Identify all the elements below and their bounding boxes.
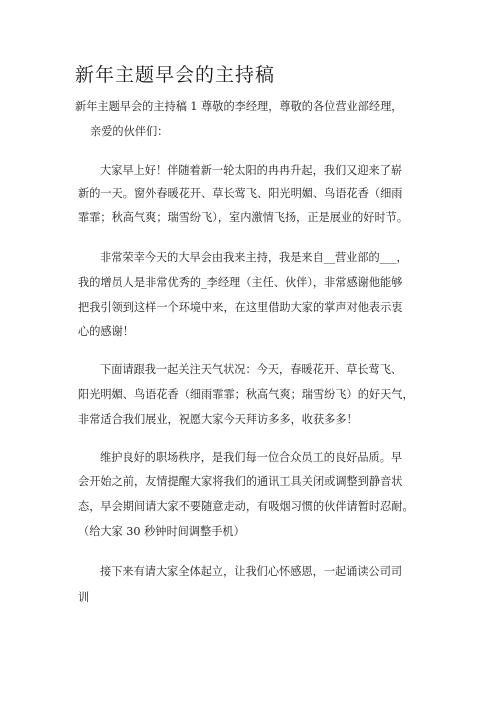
paragraph-line: 维护良好的职场秩序，是我们每一位合众员工的良好品质。早: [100, 451, 403, 464]
paragraph-line: 态，早会期间请大家不要随意走动，有吸烟习惯的伙伴请暂时忍耐。: [78, 500, 414, 513]
paragraph-line: 非常适合我们展业，祝愿大家今天拜访多多，收获多多！: [78, 413, 358, 426]
paragraph-line: 阳光明媚、鸟语花香（细雨霏霏；秋高气爽；瑞雪纷飞）的好天气，: [78, 388, 414, 401]
document-title: 新年主题早会的主持稿: [75, 64, 276, 86]
paragraph-line: 霏霏；秋高气爽；瑞雪纷飞），室内激情飞扬，正是展业的好时节。: [78, 211, 409, 224]
paragraph-line: 训: [78, 591, 90, 604]
paragraph-line: 会开始之前，友情提醒大家将我们的通讯工具关闭或调整到静音状: [78, 475, 403, 488]
paragraph-line: 大家早上好！伴随着新一轮太阳的冉冉升起，我们又迎来了崭: [100, 164, 403, 177]
paragraph-line: 新的一天。窗外春暖花开、草长莺飞、阳光明媚、鸟语花香（细雨: [78, 187, 403, 200]
paragraph-line: 接下来有请大家全体起立，让我们心怀感恩，一起诵读公司司: [100, 565, 403, 578]
paragraph-line: 我的增员人是非常优秀的_李经理（主任、伙伴），非常感谢他能够: [78, 276, 403, 289]
paragraph-line: 心的感谢！: [78, 325, 134, 338]
intro-line: 亲爱的伙伴们：: [90, 125, 169, 138]
paragraph-line: （给大家 30 秒钟时间调整手机）: [78, 525, 245, 538]
paragraph-line: 下面请跟我一起关注天气状况：今天，春暖花开、草长莺飞、: [100, 363, 403, 376]
paragraph-line: 非常荣幸今天的大早会由我来主持，我是来自__营业部的___，: [100, 251, 408, 264]
paragraph-line: 把我引领到这样一个环境中来，在这里借助大家的掌声对他表示衷: [78, 301, 403, 314]
intro-line: 新年主题早会的主持稿 1 尊敬的李经理，尊敬的各位营业部经理，: [75, 100, 403, 113]
